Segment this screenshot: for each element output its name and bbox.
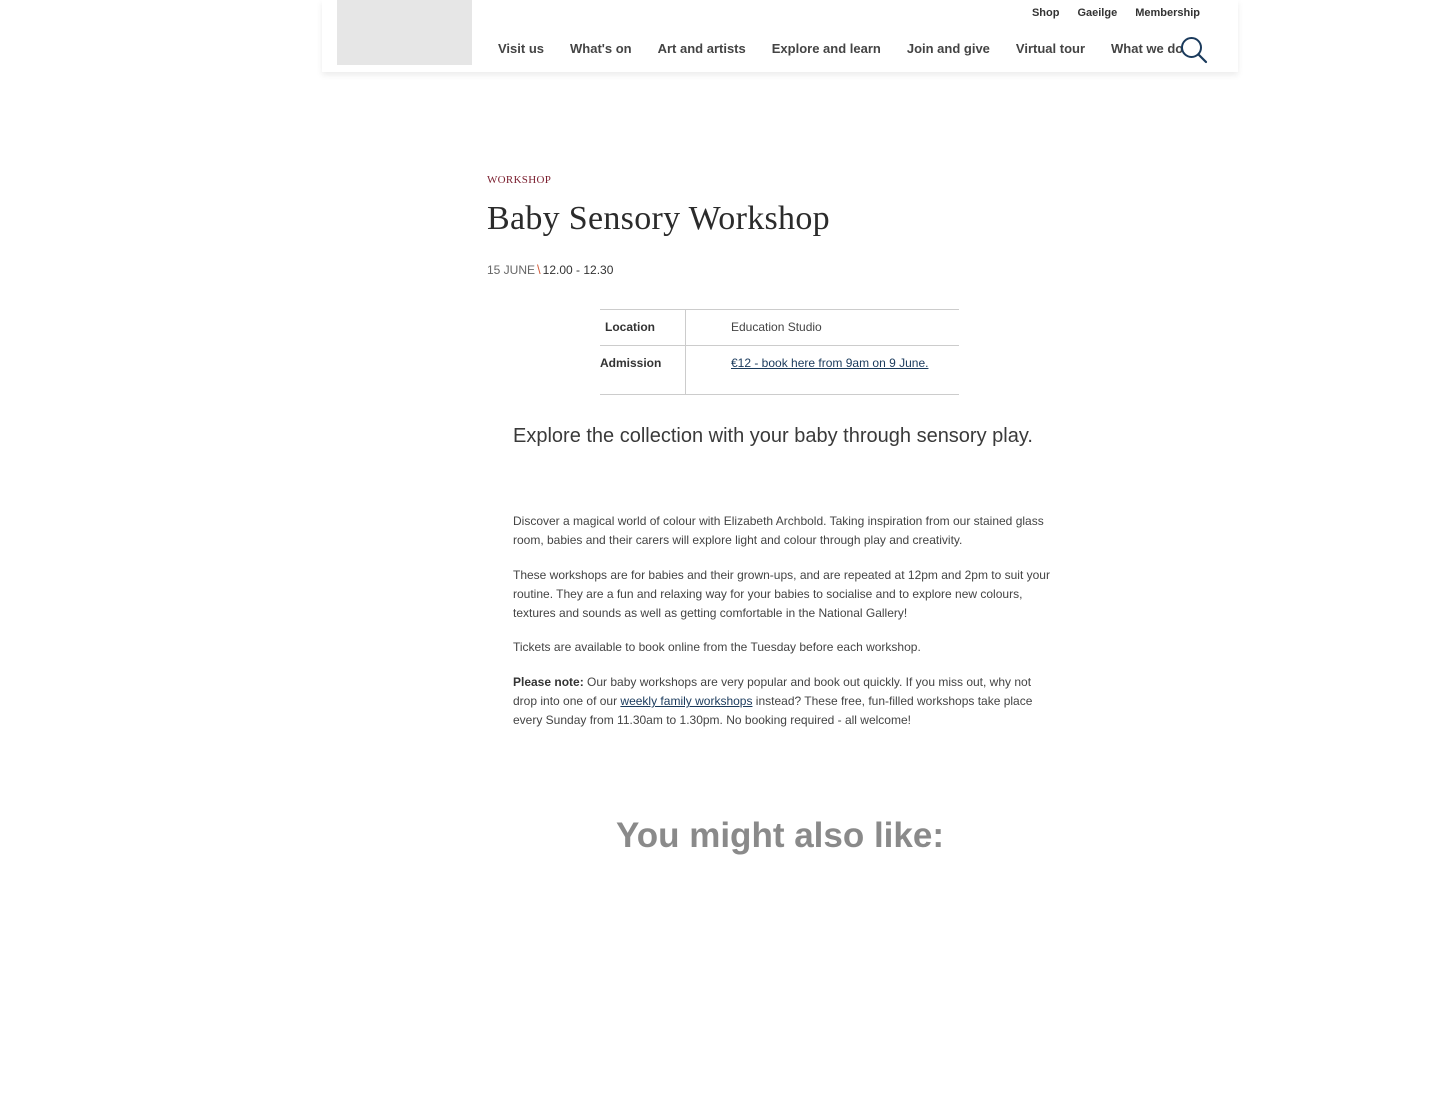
- site-logo[interactable]: [337, 0, 472, 65]
- admission-label: Admission: [600, 346, 686, 395]
- nav-whats-on[interactable]: What's on: [570, 41, 632, 56]
- note-text-after: instead? These free, fun-filled workshops take place every Sunday from 11.30am to 1.30pm. No booking required - all welcome!: [513, 694, 1033, 728]
- note-text-before: Our baby workshops are very popular and book out quickly. If you miss out, why not drop into one of our: [513, 674, 1032, 709]
- nav-join-and-give[interactable]: Join and give: [906, 41, 990, 56]
- event-date: 15 JUNE: [487, 262, 536, 277]
- event-lead: Explore the collection with your baby through sensory play.: [513, 425, 1033, 447]
- description-paragraph-2: These workshops are for babies and their grown-ups, and are repeated at 12pm and 2pm to suit your routine. They are a fun and relaxing way for your babies to socialise and to explore new colours, textures and sounds as well as getting comfortable in the National Gallery!: [513, 567, 1050, 621]
- event-category: WORKSHOP: [487, 174, 552, 186]
- event-description: [513, 512, 1053, 746]
- search-icon[interactable]: [1180, 36, 1208, 64]
- nav-visit-us[interactable]: Visit us: [498, 41, 545, 56]
- admission-cell: [686, 346, 960, 395]
- info-row-admission: [600, 346, 959, 395]
- nav-virtual-tour[interactable]: Virtual tour: [1015, 41, 1086, 56]
- description-paragraph-3: Tickets are available to book online from the Tuesday before each workshop.: [513, 640, 921, 655]
- note-label: Please note:: [513, 674, 584, 689]
- date-separator-icon: \: [537, 262, 541, 277]
- main-nav: [498, 41, 1183, 56]
- nav-what-we-do[interactable]: What we do: [1111, 41, 1184, 56]
- nav-explore-and-learn[interactable]: Explore and learn: [771, 41, 881, 56]
- admission-booking-link[interactable]: €12 - book here from 9am on 9 June.: [731, 356, 929, 370]
- utility-nav: [1032, 7, 1200, 19]
- page-title: Baby Sensory Workshop: [487, 200, 830, 237]
- event-time: 12.00 - 12.30: [542, 262, 614, 277]
- nav-art-and-artists[interactable]: Art and artists: [657, 41, 746, 56]
- location-value: Education Studio: [686, 310, 960, 346]
- util-link-shop[interactable]: Shop: [1031, 7, 1060, 19]
- weekly-family-workshops-link[interactable]: weekly family workshops: [620, 694, 753, 709]
- description-paragraph-1: Discover a magical world of colour with Elizabeth Archbold. Taking inspiration from our stained glass room, babies and their carers will explore light and colour through play and creativity.: [513, 514, 1044, 548]
- util-link-membership[interactable]: Membership: [1135, 7, 1200, 19]
- location-label: Location: [600, 310, 686, 346]
- event-date-time: [487, 262, 613, 277]
- note-paragraph: [513, 673, 1053, 731]
- info-row-location: [600, 310, 959, 346]
- util-link-gaeilge[interactable]: Gaeilge: [1077, 7, 1118, 19]
- related-heading: You might also like:: [615, 816, 944, 855]
- event-info-table: [600, 309, 959, 395]
- site-header: [322, 0, 1238, 72]
